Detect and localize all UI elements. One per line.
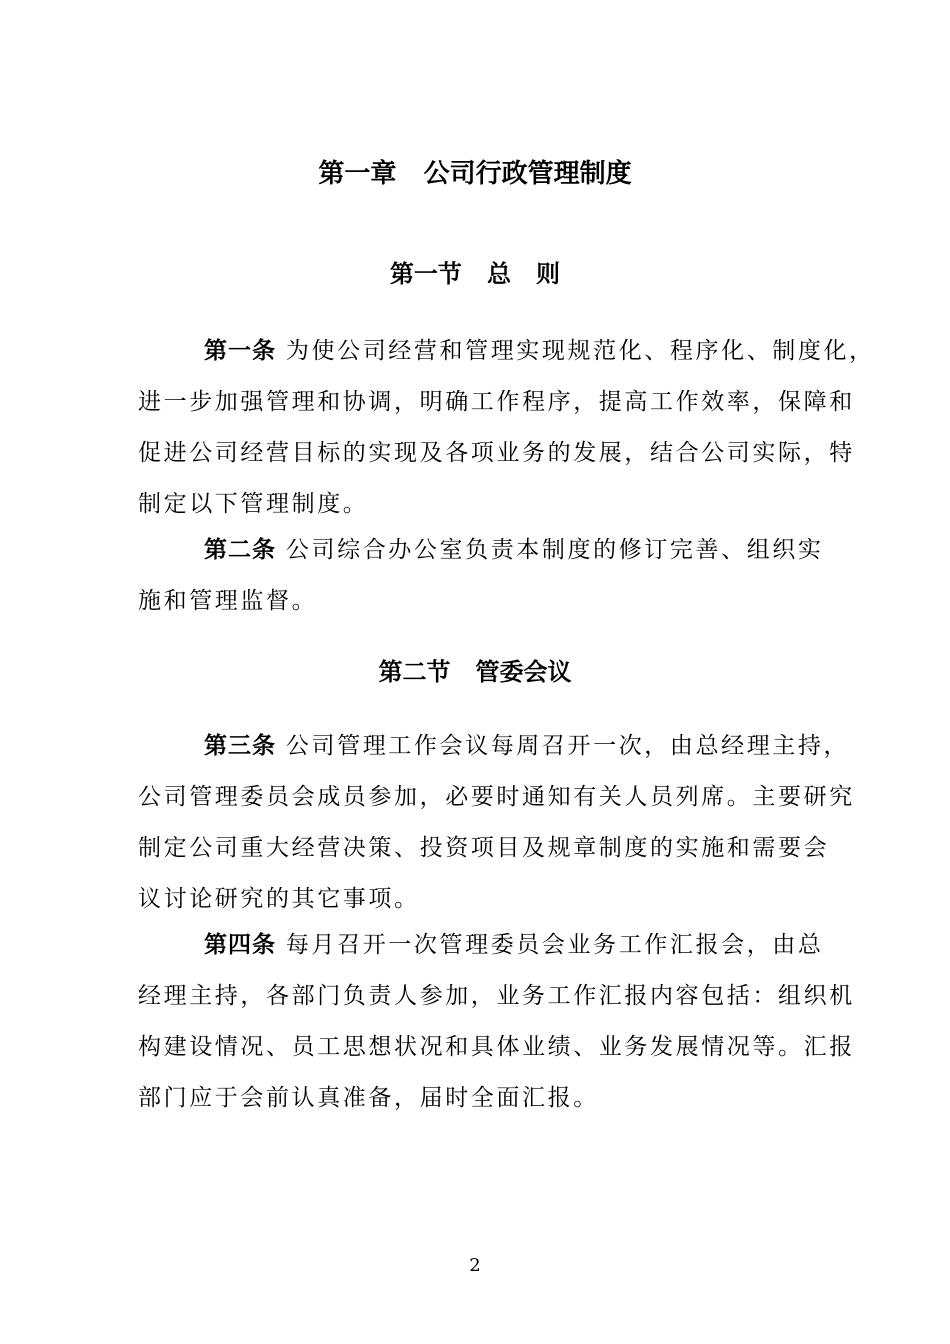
article-3-line-3: 制定公司重大经营决策、投资项目及规章制度的实施和需要会 [138,835,830,861]
article-3-line-4: 议讨论研究的其它事项。 [138,886,420,912]
article-4-label: 第四条 [204,932,276,958]
article-1-line-4: 制定以下管理制度。 [138,491,369,517]
article-4-line-4: 部门应于会前认真准备，届时全面汇报。 [138,1085,599,1111]
article-4-line-1 [138,920,838,971]
article-1-line-1 [138,326,875,377]
article-3-line-2: 公司管理委员会成员参加，必要时通知有关人员列席。主要研究 [138,784,855,810]
article-4 [138,920,855,1124]
article-2-text-1: 公司综合办公室负责本制度的修订完善、组织实 [276,537,824,563]
article-4-line-3: 构建设情况、员工思想状况和具体业绩、业务发展情况等。汇报 [138,1034,855,1060]
article-1-label: 第一条 [204,338,276,364]
section-title-2: 第二节 管委会议 [378,658,572,686]
article-1 [138,326,875,530]
chapter-title: 第一章 公司行政管理制度 [318,159,632,189]
article-3-text-1: 公司管理工作会议每周召开一次，由总经理主持， [276,733,850,759]
article-2 [138,525,838,627]
article-4-text-1: 每月召开一次管理委员会业务工作汇报会，由总 [276,932,824,958]
article-1-text-1: 为使公司经营和管理实现规范化、程序化、制度化， [276,338,875,364]
article-2-line-1 [138,525,838,576]
section-title-1: 第一节 总 则 [389,260,561,288]
article-3-line-1 [138,721,850,772]
article-2-label: 第二条 [204,537,276,563]
article-4-line-2: 经理主持，各部门负责人参加，业务工作汇报内容包括：组织机 [138,983,855,1009]
page-number: 2 [469,1255,481,1276]
article-2-line-2: 施和管理监督。 [138,588,318,614]
article-1-line-2: 进一步加强管理和协调，明确工作程序，提高工作效率，保障和 [138,389,855,415]
article-3-label: 第三条 [204,733,276,759]
article-1-line-3: 促进公司经营目标的实现及各项业务的发展，结合公司实际，特 [138,440,855,466]
article-3 [138,721,855,925]
